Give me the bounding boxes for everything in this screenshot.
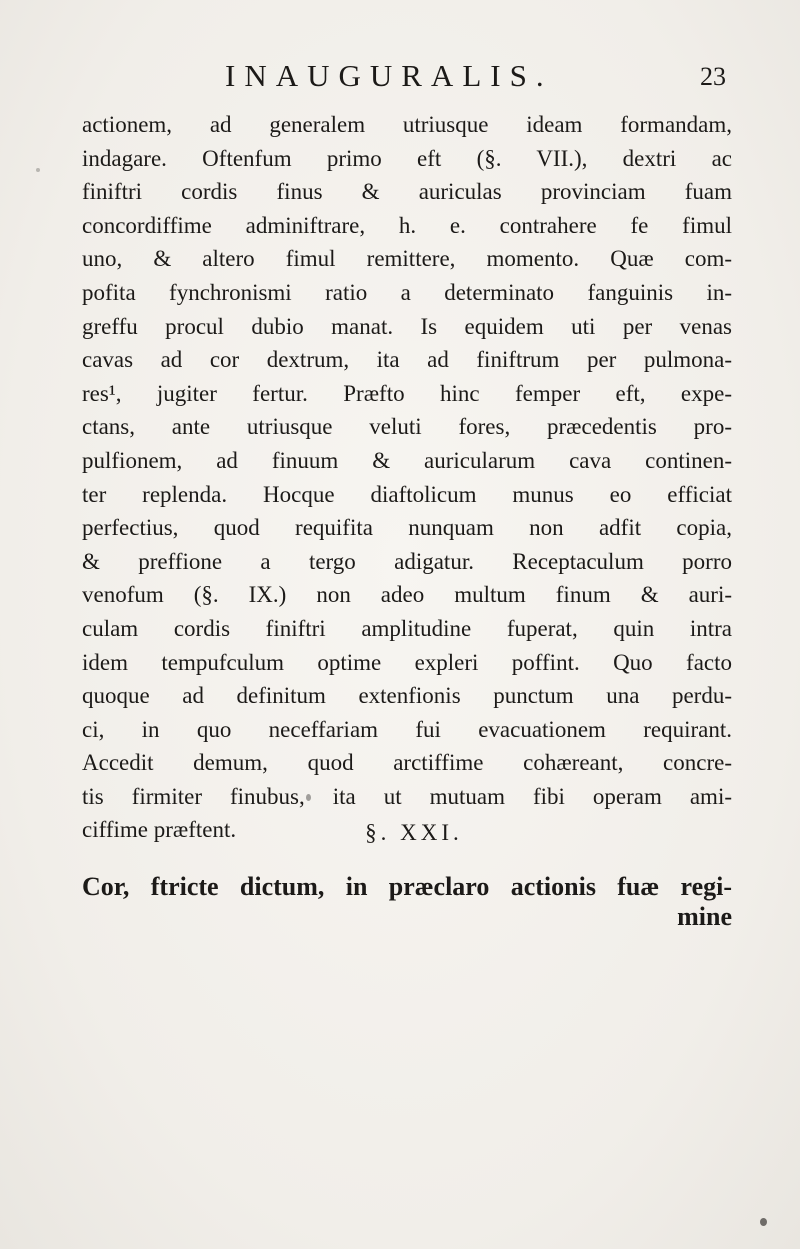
ink-speck (306, 794, 311, 801)
text-line: ter replenda. Hocque diaftolicum munus eo efficiat (82, 481, 732, 507)
text-line: concordiffime adminiftrare, h. e. contrahere fe fimul (82, 212, 732, 238)
text-line: idem tempufculum optime expleri poffint. Quo facto (82, 649, 732, 675)
text-line: res¹, jugiter fertur. Præfto hinc femper eft, expe- (82, 380, 732, 406)
text-line: indagare. Oftenfum primo eft (§. VII.), dextri ac (82, 145, 732, 171)
section-heading: §. XXI. (365, 820, 463, 845)
text-line: ci, in quo neceffariam fui evacuationem requirant. (82, 716, 732, 742)
text-line: pulfionem, ad finuum & auricularum cava continen- (82, 447, 732, 473)
section-paragraph (82, 872, 732, 932)
text-line: greffu procul dubio manat. Is equidem uti per venas (82, 313, 732, 339)
text-line: finiftri cordis finus & auriculas provinciam fuam (82, 179, 732, 205)
ink-speck (760, 1218, 767, 1226)
text-line: pofita fynchronismi ratio a determinato fanguinis in- (82, 279, 732, 305)
text-line: uno, & altero fimul remittere, momento. Quæ com- (82, 246, 732, 272)
section-text-line: Cor, ftricte dictum, in præclaro actionis fuæ regi- (82, 872, 732, 901)
text-line: ciffime præftent. (82, 817, 237, 843)
page-header (0, 58, 800, 98)
text-line: culam cordis finiftri amplitudine fuperat, quin intra (82, 615, 732, 641)
text-line: tis firmiter finubus, ita ut mutuam fibi operam ami- (82, 783, 732, 809)
text-line: & preffione a tergo adigatur. Receptaculum porro (82, 548, 732, 574)
text-line: actionem, ad generalem utriusque ideam formandam, (82, 112, 732, 137)
text-line: perfectius, quod requifita nunquam non adfit copia, (82, 515, 732, 541)
text-line: venofum (§. IX.) non adeo multum finum & auri- (82, 582, 732, 608)
catchword: mine (677, 902, 732, 931)
page-number: 23 (700, 62, 726, 91)
body-paragraph (82, 108, 732, 847)
text-line: ctans, ante utriusque veluti fores, præcedentis pro- (82, 414, 732, 440)
text-line: cavas ad cor dextrum, ita ad finiftrum per pulmona- (82, 347, 732, 373)
text-line: quoque ad definitum extenfionis punctum una perdu- (82, 683, 732, 709)
running-head: INAUGURALIS. (225, 58, 553, 93)
ink-speck (36, 168, 40, 172)
text-line: Accedit demum, quod arctiffime cohæreant, concre- (82, 750, 732, 776)
